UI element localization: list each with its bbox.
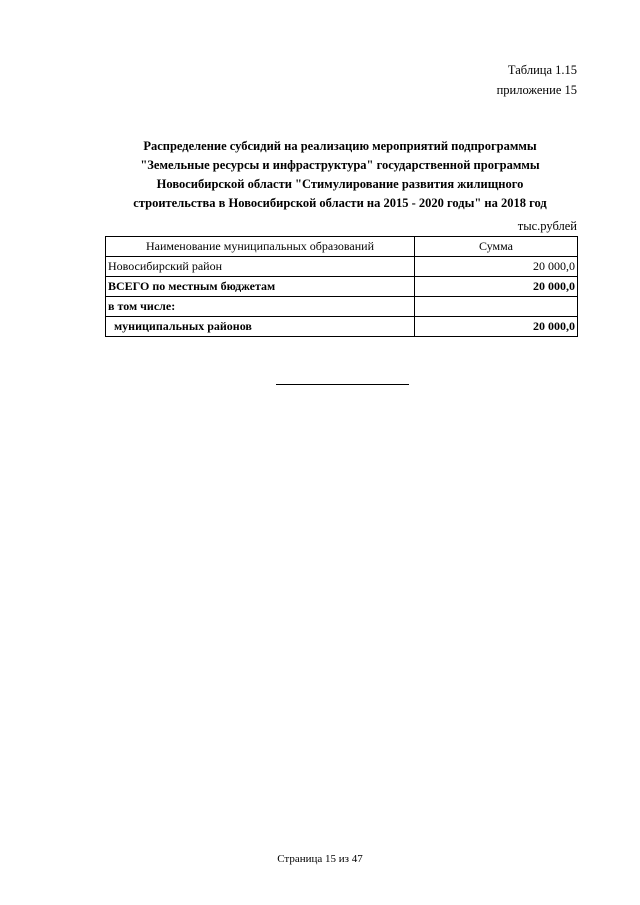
table-row [106,317,578,337]
title-line: строительства в Новосибирской области на 2015 - 2020 годы" на 2018 год [133,196,547,210]
header-amount: Сумма [415,237,578,257]
separator-line [276,384,409,385]
title-line: Новосибирской области "Стимулирование развития жилищного [156,177,524,191]
title-line: "Земельные ресурсы и инфраструктура" государственной программы [140,158,540,172]
subsidy-table [105,236,578,337]
row-name: в том числе: [106,297,415,317]
row-amount [415,297,578,317]
table-header-row [106,237,578,257]
row-name: Новосибирский район [106,257,415,277]
table-row-total [106,277,578,297]
header-name: Наименование муниципальных образований [106,237,415,257]
page-footer: Страница 15 из 47 [277,853,363,865]
row-name: муниципальных районов [106,317,415,337]
row-name: ВСЕГО по местным бюджетам [106,277,415,297]
table-number: Таблица 1.15 [507,63,577,77]
title-line: Распределение субсидий на реализацию мероприятий подпрограммы [143,139,537,153]
row-amount: 20 000,0 [415,257,578,277]
table-row-subheader [106,297,578,317]
table-row [106,257,578,277]
appendix-number: приложение 15 [496,83,577,97]
row-amount: 20 000,0 [415,317,578,337]
document-title [100,137,580,213]
row-amount: 20 000,0 [415,277,578,297]
units-label: тыс.рублей [517,219,577,233]
